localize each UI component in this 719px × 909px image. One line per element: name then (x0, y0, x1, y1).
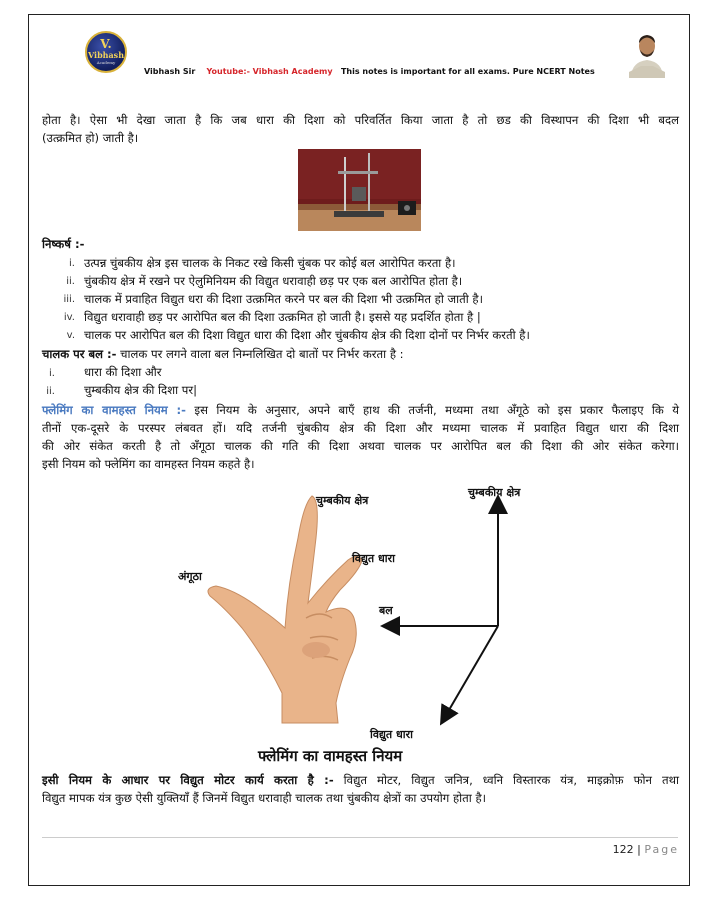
list-text: विद्युत धरावाही छड़ पर आरोपित बल की दिशा उत्क्रमित हो जाती है। इससे यह प्रदर्शित होता है | (84, 310, 481, 324)
motor-text-1: विद्युत मोटर, विद्युत जनित्र, ध्वनि विस्तारक यंत्र, माइक्रोफ़ फोन तथा (333, 773, 679, 787)
page-footer (0, 843, 679, 856)
list-text: चालक पर आरोपित बल की दिशा विद्युत धारा की दिशा और चुंबकीय क्षेत्र की दिशा दोनों पर निर्भर करती है। (84, 328, 530, 342)
list-text: धारा की दिशा और (84, 365, 162, 379)
footer-separator: | (633, 843, 645, 856)
axis-label-force: बल (379, 604, 393, 617)
fleming-line-3: की ओर संकेत करती है तो अँगूठा चालक की गति की दिशा अथवा चालक पर आरोपित बल की दिशा की ओर संकेत करेगा। (42, 439, 679, 453)
force-paragraph (42, 345, 679, 363)
fleming-title: फ्लेमिंग का वामहस्त नियम :- (42, 403, 186, 417)
footer-divider (42, 837, 678, 838)
list-text: चालक में प्रवाहित विद्युत धरा की दिशा उत्क्रमित करने पर बल की दिशा भी उत्क्रमित हो जाती है। (84, 292, 483, 306)
axis-label-field: चुम्बकीय क्षेत्र (468, 486, 521, 499)
logo-name: Vibhash (87, 50, 125, 60)
logo-mark: V. (100, 37, 112, 51)
axis-label-current: विद्युत धारा (370, 728, 413, 741)
list-text: उत्पन्न चुंबकीय क्षेत्र इस चालक के निकट रखे किसी चुंबक पर कोई बल आरोपित करता है। (84, 256, 456, 270)
list-number: iv. (63, 312, 75, 323)
hand-label-current: विद्युत धारा (352, 552, 395, 565)
hand-label-field: चुम्बकीय क्षेत्र (316, 494, 369, 507)
list-text: चुम्बकीय क्षेत्र की दिशा पर| (84, 383, 198, 397)
fleming-line-2: तीनों एक-दूसरे के परस्पर लंबवत हों। यदि तर्जनी चुंबकीय क्षेत्र की दिशा और मध्यमा चालक में प्रवाहित विद्युत धारा की दिशा (42, 421, 679, 435)
motor-title: इसी नियम के आधार पर विद्युत मोटर कार्य करता है :- (42, 773, 334, 787)
header-note: This notes is important for all exams. Pure NCERT Notes (340, 67, 595, 76)
list-number: ii. (66, 276, 75, 287)
experiment-photo (298, 149, 421, 231)
intro-line-2: (उत्क्रमित हो) जाती है। (42, 131, 139, 145)
vibhash-academy-logo (85, 31, 127, 73)
logo-subtitle: Academy (96, 60, 116, 65)
motor-line-2: विद्युत मापक यंत्र कुछ ऐसी युक्तियाँ हैं जिनमें विद्युत धरावाही चालक तथा चुंबकीय क्षेत्रों का उपयोग होता है। (42, 791, 486, 805)
list-number: v. (66, 330, 75, 341)
fleming-text-1: इस नियम के अनुसार, अपने बाएँ हाथ की तर्जनी, मध्यमा तथा अँगूठे को इस प्रकार फैलाइए कि ये (185, 403, 679, 417)
hand-label-thumb: अंगूठा (178, 570, 202, 583)
list-number: i. (49, 368, 55, 379)
fleming-left-hand-figure (170, 478, 570, 768)
page-word: Page (644, 843, 679, 856)
fleming-line-1 (42, 401, 679, 419)
page-header (144, 67, 595, 76)
page-number: 122 (612, 843, 634, 856)
force-text: चालक पर लगने वाला बल निम्नलिखित दो बातों पर निर्भर करता है : (116, 347, 404, 361)
list-number: iii. (63, 294, 75, 305)
current-axis-arrow (442, 626, 498, 722)
list-text: चुंबकीय क्षेत्र में रखने पर ऐलुमिनियम की विद्युत धरावाही छड़ पर एक बल आरोपित होता है। (84, 274, 463, 288)
list-number: i. (69, 258, 75, 269)
author-name: Vibhash Sir (144, 67, 196, 76)
intro-line-1: होता है। ऐसा भी देखा जाता है कि जब धारा की दिशा को परिवर्तित किया जाता है तो छड की विस्थापन की दिशा भी बदल (42, 113, 679, 127)
fleming-line-4: इसी नियम को फ्लेमिंग का वामहस्त नियम कहते है। (42, 457, 255, 471)
author-avatar (627, 26, 667, 78)
conclusion-title: निष्कर्ष :- (42, 237, 85, 251)
motor-line-1 (42, 771, 679, 789)
left-hand-illustration (208, 496, 362, 723)
force-title: चालक पर बल :- (42, 347, 117, 361)
figure-caption: फ्लेमिंग का वामहस्त नियम (258, 747, 403, 765)
list-number: ii. (46, 386, 55, 397)
youtube-channel: Youtube:- Vibhash Academy (206, 67, 333, 76)
